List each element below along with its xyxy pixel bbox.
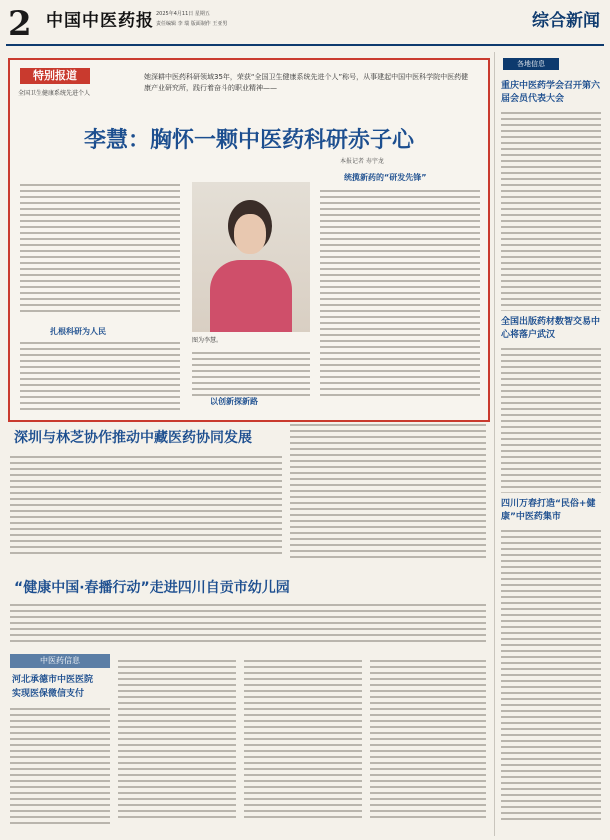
feature-tag-subtitle: 全国卫生健康系统先进个人: [18, 90, 91, 97]
masthead-rule: [6, 44, 604, 46]
feature-story: [8, 58, 490, 422]
sidebar-divider-2: [501, 492, 601, 493]
feature-text-col-2: [192, 352, 310, 400]
brief-section-label: [10, 654, 110, 668]
lower-text-col-4: [370, 660, 486, 822]
lower-text-col-3: [244, 660, 362, 822]
brief-text: [10, 708, 110, 828]
page-number: 2: [8, 4, 32, 44]
action-article-headline: “健康中国·春播行动”走进四川自贡市幼儿园: [14, 580, 290, 596]
feature-text-col-3: [320, 190, 480, 400]
lower-text-col-2: [118, 660, 236, 822]
sidebar-item-wuhan: 全国出版药材数智交易中心将落户武汉: [501, 317, 601, 340]
brief-title-line2: 实现医保微信支付: [12, 689, 85, 699]
feature-subhead-2: 统揽新药的“研发先锋”: [344, 173, 427, 182]
brief-title-line1: 河北承德市中医医院: [12, 675, 94, 685]
photo-caption: 图为李慧。: [192, 337, 223, 344]
feature-subhead-1: 扎根科研为人民: [50, 327, 106, 336]
feature-byline: 本报记者 寿宇龙: [340, 158, 384, 165]
paper-name: 中国中医药报: [46, 11, 154, 31]
sidebar-item-sichuan: 四川万春打造“民俗+健康”中医药集市: [501, 499, 596, 522]
special-report-tag: 特别报道: [20, 68, 90, 84]
masthead: [6, 4, 604, 44]
action-article-text: [10, 604, 486, 646]
editors-credit: 责任编辑 李 瑞 版面制作 王亚男: [156, 21, 228, 27]
issue-date: 2025年4月11日 星期五: [156, 11, 210, 17]
brief-section-text: 中医药信息: [40, 656, 80, 665]
feature-deck: 她深耕中医药科研领域35年，荣获“全国卫生健康系统先进个人”称号，从事建起中国中医科学院中医药健康产业研究所，践行着奋斗的职业精神——: [144, 73, 469, 92]
collab-article-text: [10, 456, 282, 558]
portrait-photo: [192, 182, 310, 332]
sidebar-divider-1: [501, 310, 601, 311]
feature-text-col-1: [20, 184, 180, 316]
sidebar-header: 各地信息: [503, 58, 559, 70]
regional-news-sidebar: [494, 52, 605, 836]
feature-headline: 李慧：胸怀一颗中医药科研赤子心: [83, 128, 414, 153]
sidebar-item-2-text: [501, 348, 601, 492]
sidebar-item-3-text: [501, 530, 601, 824]
sidebar-item-chongqing: 重庆中医药学会召开第六届会员代表大会: [501, 81, 601, 104]
continuation-text: [290, 424, 486, 562]
collab-article-headline: 深圳与林芝协作推动中藏医药协同发展: [14, 430, 252, 446]
sidebar-item-1-text: [501, 112, 601, 310]
feature-text-col-1b: [20, 342, 180, 414]
feature-subhead-3: 以创新探新路: [210, 397, 258, 406]
section-title: 综合新闻: [532, 11, 600, 31]
